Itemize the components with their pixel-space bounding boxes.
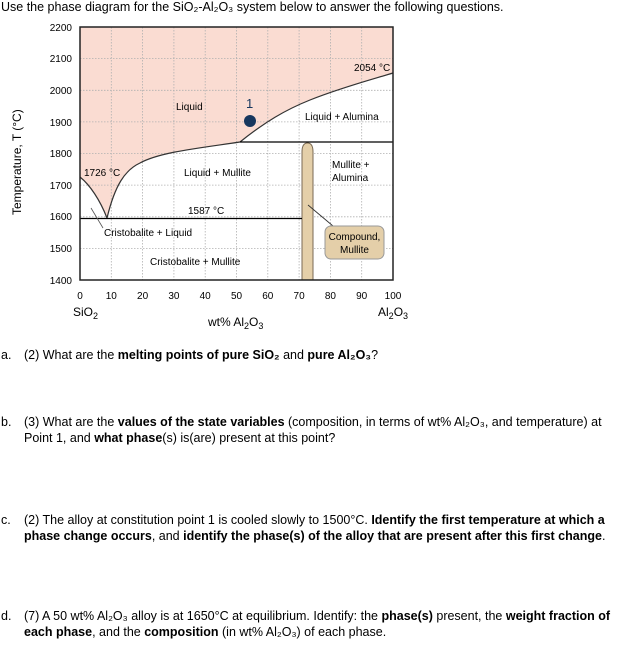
x-left-label: SiO$_2$: [73, 305, 99, 321]
region-mullite-alumina: Mullite +: [332, 160, 370, 171]
svg-text:2000: 2000: [49, 86, 72, 97]
svg-text:1500: 1500: [49, 244, 72, 255]
svg-text:70: 70: [293, 291, 305, 302]
svg-text:2100: 2100: [49, 54, 72, 65]
svg-text:60: 60: [262, 291, 274, 302]
label-2054: 2054 °C: [354, 63, 391, 74]
x-axis-label: wt% $Al_2O_3$: [208, 315, 264, 331]
region-mullite-alumina-2: Alumina: [332, 173, 369, 184]
label-1587: 1587 °C: [188, 206, 225, 217]
region-liquid: Liquid: [176, 102, 203, 113]
label-1726: 1726 °C: [84, 168, 121, 179]
svg-text:1800: 1800: [49, 149, 72, 160]
svg-text:50: 50: [230, 291, 243, 302]
svg-text:40: 40: [199, 291, 211, 302]
region-cristobalite-liquid: Cristobalite + Liquid: [104, 228, 193, 239]
region-cristobalite-mullite: Cristobalite + Mullite: [150, 257, 241, 268]
compound-label: Compound,: [328, 232, 381, 243]
svg-text:20: 20: [137, 291, 149, 302]
y-tick-labels: [50, 23, 73, 287]
region-liquid-mullite: Liquid + Mullite: [184, 168, 251, 179]
region-liquid-alumina: Liquid + Alumina: [305, 112, 379, 123]
svg-text:1600: 1600: [49, 212, 72, 223]
svg-text:90: 90: [356, 291, 368, 302]
svg-text:1900: 1900: [49, 118, 72, 129]
point-1-label: 1: [246, 96, 254, 111]
y-axis-label: Temperature, T (°C): [10, 109, 24, 215]
svg-text:1400: 1400: [49, 276, 72, 287]
intro-text: Use the phase diagram for the SiO₂-Al₂O₃ system below to answer the following questions.: [1, 0, 504, 14]
svg-text:100: 100: [384, 291, 402, 302]
svg-text:2200: 2200: [49, 23, 72, 34]
svg-text:30: 30: [168, 291, 180, 302]
svg-text:80: 80: [324, 291, 336, 302]
svg-text:10: 10: [105, 291, 117, 302]
x-right-label: $Al_2O_3$: [378, 305, 409, 321]
svg-text:0: 0: [77, 291, 83, 302]
point-1: [244, 115, 256, 127]
compound-label-2: Mullite: [340, 245, 369, 256]
mullite-band: [302, 143, 313, 280]
svg-text:1700: 1700: [49, 181, 72, 192]
x-tick-labels: [77, 291, 402, 302]
